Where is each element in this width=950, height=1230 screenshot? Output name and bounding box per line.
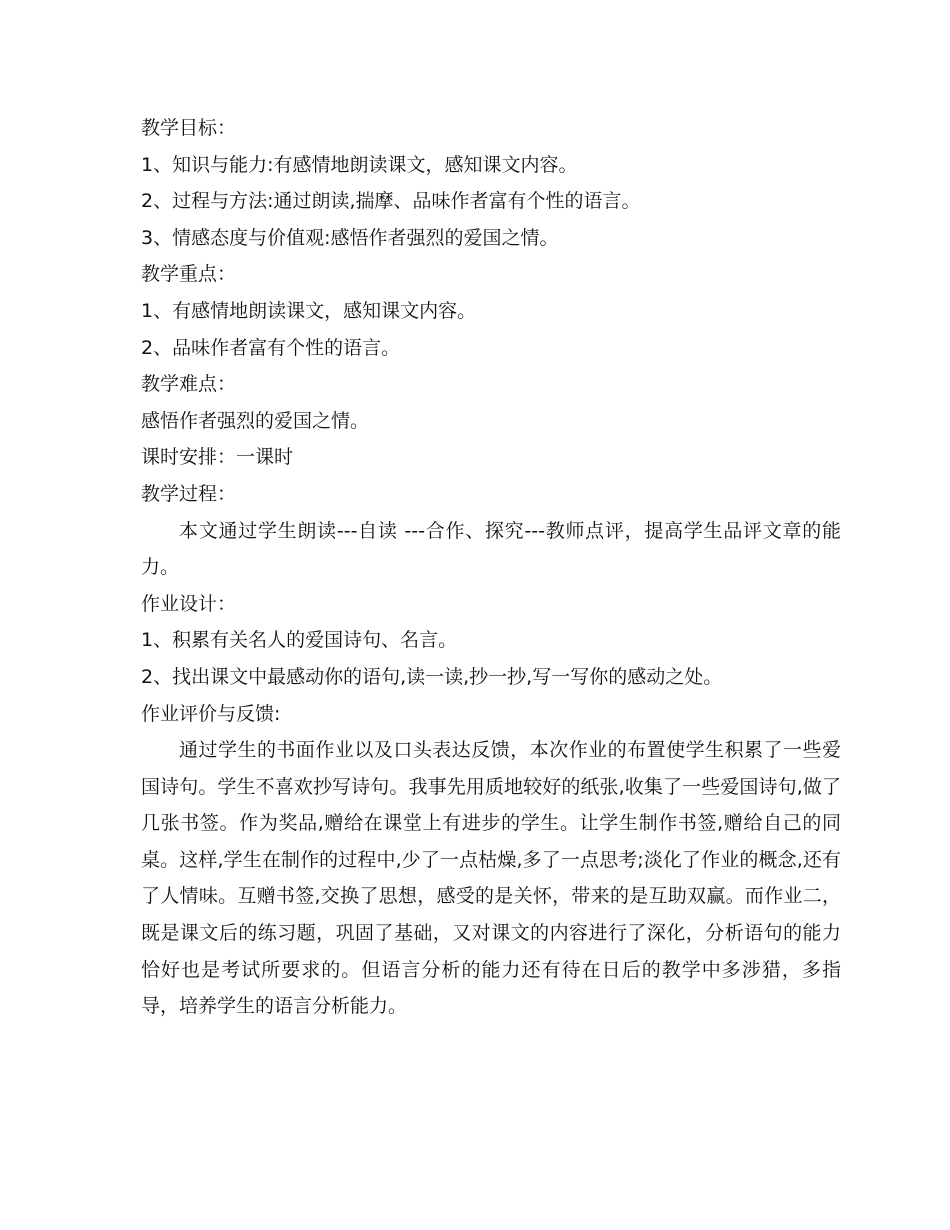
objective-item: 3、情感态度与价值观:感悟作者强烈的爱国之情。 bbox=[141, 226, 559, 249]
keypoint-item: 2、品味作者富有个性的语言。 bbox=[141, 336, 401, 359]
process-heading: 教学过程： bbox=[141, 482, 237, 505]
objective-item: 1、知识与能力:有感情地朗读课文，感知课文内容。 bbox=[141, 153, 578, 176]
document-page bbox=[141, 110, 841, 1025]
process-paragraph: 本文通过学生朗读---自读 ---合作、探究---教师点评，提高学生品评文章的能力。 bbox=[141, 519, 841, 579]
keypoints-heading: 教学重点： bbox=[141, 263, 237, 286]
difficulty-text: 感悟作者强烈的爱国之情。 bbox=[141, 409, 370, 432]
objective-item: 2、过程与方法:通过朗读,揣摩、品味作者富有个性的语言。 bbox=[141, 190, 641, 213]
keypoint-item: 1、有感情地朗读课文，感知课文内容。 bbox=[141, 299, 477, 322]
difficulty-heading: 教学难点： bbox=[141, 373, 237, 396]
schedule-text: 课时安排：一课时 bbox=[141, 446, 294, 469]
objectives-heading: 教学目标： bbox=[141, 117, 237, 139]
homework-item: 2、找出课文中最感动你的语句,读一读,抄一抄,写一写你的感动之处。 bbox=[141, 665, 723, 688]
evaluation-paragraph: 通过学生的书面作业以及口头表达反馈，本次作业的布置使学生积累了一些爱国诗句。学生不喜欢抄写诗句。我事先用质地较好的纸张,收集了一些爱国诗句,做了几张书签。作为奖品,赠给在课堂上有进步的学生。让学生制作书签,赠给自己的同桌。这样,学生在制作的过程中,少了一点枯燥,多了一点思考;淡化了作业的概念,还有了人情味。互赠书签,交换了思想，感受的是关怀，带来的是互助双赢。而作业二，既是课文后的练习题，巩固了基础，又对课文的内容进行了深化，分析语句的能力恰好也是考试所要求的。但语言分析的能力还有待在日后的教学中多涉猎，多指导，培养学生的语言分析能力。 bbox=[141, 739, 841, 1018]
evaluation-heading: 作业评价与反馈: bbox=[141, 702, 281, 725]
homework-item: 1、积累有关名人的爱国诗句、名言。 bbox=[141, 629, 458, 652]
homework-heading: 作业设计： bbox=[141, 592, 237, 615]
